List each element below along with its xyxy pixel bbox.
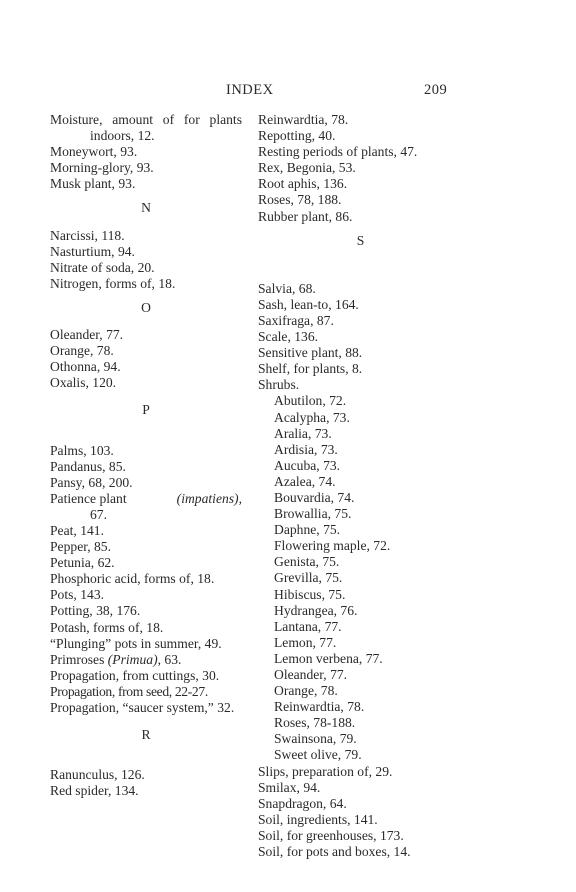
index-subentry: Flowering maple, 72.	[274, 538, 391, 554]
section-letter-s: S	[356, 232, 365, 248]
section-letter-p: P	[142, 402, 150, 418]
index-subentry: Bouvardia, 74.	[274, 489, 355, 505]
index-subentry: Browallia, 75.	[274, 506, 352, 522]
index-subentry: Aucuba, 73.	[274, 457, 341, 473]
index-subentry: Hydrangea, 76.	[274, 602, 358, 618]
index-entry: Nitrate of soda, 20.	[50, 259, 155, 275]
index-entry: Ranunculus, 126.	[50, 767, 145, 783]
index-entry: Propagation, from seed, 22-27.	[50, 683, 208, 699]
index-entry: Propagation, “saucer system,” 32.	[50, 700, 235, 715]
index-entry: Snapdragon, 64.	[258, 795, 347, 811]
index-entry: Reinwardtia, 78.	[258, 112, 349, 127]
index-entry: Resting periods of plants, 47.	[258, 144, 418, 160]
index-subentry: Reinwardtia, 78.	[274, 699, 365, 715]
index-entry: Moneywort, 93.	[50, 144, 138, 160]
index-subentry: Hibiscus, 75.	[274, 586, 346, 602]
index-entry: Smilax, 94.	[258, 779, 321, 795]
index-entry: Repotting, 40.	[258, 128, 336, 144]
index-entry: Soil, ingredients, 141.	[258, 811, 378, 827]
index-subentry: Acalypha, 73.	[274, 409, 350, 425]
index-subentry: Grevilla, 75.	[274, 570, 343, 586]
index-subentry: Aralia, 73.	[274, 425, 332, 441]
index-entry: Potash, forms of, 18.	[50, 619, 164, 635]
index-entry: Narcissi, 118.	[50, 227, 125, 243]
index-entry: Morning-glory, 93.	[50, 160, 154, 176]
index-entry	[50, 491, 242, 523]
index-entry: Soil, for greenhouses, 173.	[258, 827, 404, 843]
entry-italic: (Primua)	[107, 651, 158, 667]
index-entry: Orange, 78.	[50, 343, 114, 359]
index-entry: Red spider, 134.	[50, 783, 139, 799]
index-entry: Propagation, from cuttings, 30.	[50, 667, 220, 683]
index-subentry: Azalea, 74.	[274, 473, 336, 489]
index-entry: Pansy, 68, 200.	[50, 474, 133, 490]
left-column	[50, 112, 242, 799]
index-entry	[50, 652, 242, 668]
index-entry: Root aphis, 136.	[258, 176, 348, 192]
index-entry: Potting, 38, 176.	[50, 603, 141, 619]
index-subentry: Oleander, 77.	[274, 667, 348, 682]
index-entry: Petunia, 62.	[50, 555, 115, 571]
index-entry: Scale, 136.	[258, 329, 319, 345]
index-entry: Saxifraga, 87.	[258, 312, 334, 328]
index-entry: Oleander, 77.	[50, 327, 124, 343]
entry-text: Patience plant	[50, 490, 127, 506]
index-entry: Rubber plant, 86.	[258, 208, 353, 224]
entry-text: Primroses	[50, 651, 105, 667]
index-subentry: Lemon, 77.	[274, 634, 337, 650]
index-entry: Moisture, amount of for plants indoors, 12.	[50, 112, 242, 144]
index-entry: Oxalis, 120.	[50, 375, 117, 391]
section-letter-o: O	[141, 299, 151, 315]
index-subentry: Ardisia, 73.	[274, 441, 338, 457]
section-letter-n: N	[141, 200, 151, 216]
entry-page: , 63.	[157, 651, 182, 667]
index-entry: Roses, 78, 188.	[258, 192, 342, 208]
index-entry: Sash, lean-to, 164.	[258, 296, 359, 312]
index-entry: Rex, Begonia, 53.	[258, 160, 356, 176]
index-subentry: Daphne, 75.	[274, 522, 341, 538]
index-subentry: Lemon verbena, 77.	[274, 650, 383, 666]
index-subentry: Sweet olive, 79.	[274, 747, 362, 763]
index-entry: Musk plant, 93.	[50, 176, 136, 192]
section-letter-r: R	[141, 727, 151, 743]
index-entry: Othonna, 94.	[50, 359, 121, 375]
index-entry: Sensitive plant, 88.	[258, 345, 363, 361]
index-entry: Soil, for pots and boxes, 14.	[258, 844, 411, 860]
page-number: 209	[424, 82, 448, 98]
index-entry: Slips, preparation of, 29.	[258, 763, 393, 779]
index-entry: Phosphoric acid, forms of, 18.	[50, 571, 215, 587]
index-entry: Shelf, for plants, 8.	[258, 361, 363, 377]
index-subentry: Orange, 78.	[274, 683, 338, 699]
index-entry: Pandanus, 85.	[50, 458, 126, 474]
right-column	[258, 112, 463, 860]
index-subentry: Roses, 78-188.	[274, 715, 356, 731]
page-title: INDEX	[226, 82, 274, 98]
index-subentry: Swainsona, 79.	[274, 731, 357, 747]
index-entry: Shrubs.	[258, 377, 300, 393]
index-entry: Peat, 141.	[50, 522, 104, 538]
index-entry: Pots, 143.	[50, 587, 105, 603]
index-entry: Salvia, 68.	[258, 280, 316, 296]
index-entry: Palms, 103.	[50, 442, 114, 458]
index-subentry: Lantana, 77.	[274, 618, 342, 634]
index-subentry: Abutilon, 72.	[274, 393, 347, 409]
index-entry: Nitrogen, forms of, 18.	[50, 275, 176, 291]
index-entry: Nasturtium, 94.	[50, 243, 135, 259]
index-subentry: Genista, 75.	[274, 554, 340, 570]
entry-italic: (impatiens),	[176, 490, 242, 506]
index-entry: “Plunging” pots in summer, 49.	[50, 635, 222, 651]
index-entry: Pepper, 85.	[50, 539, 111, 555]
page-header	[0, 82, 576, 102]
entry-continuation: 67.	[90, 506, 107, 522]
